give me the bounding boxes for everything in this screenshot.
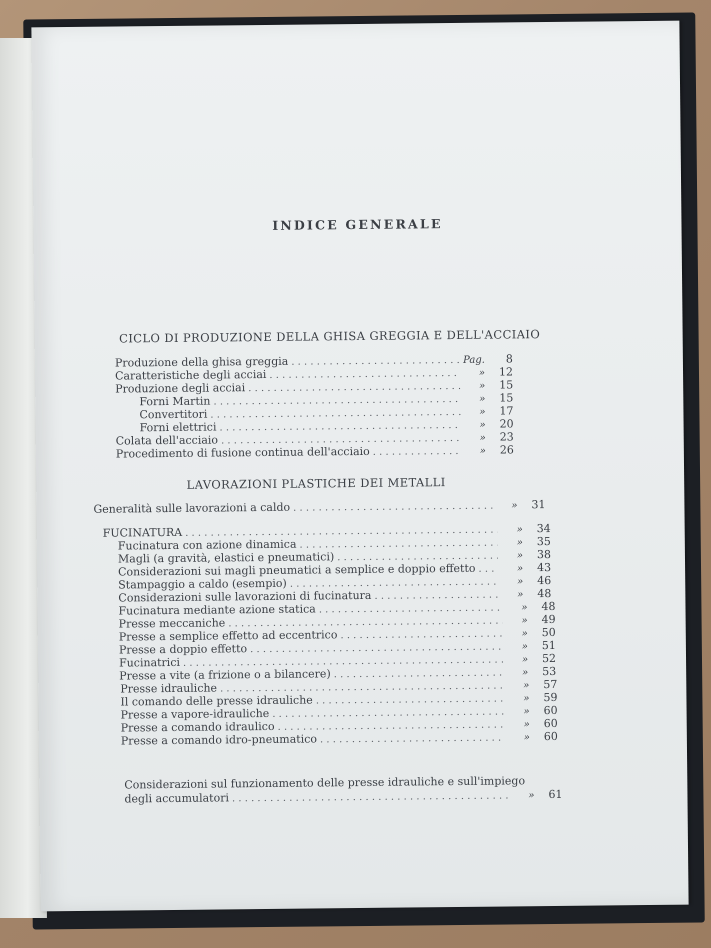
toc-page-number: 52	[541, 651, 557, 666]
toc-page-number: 57	[543, 677, 558, 692]
toc-prefix: »	[521, 654, 529, 666]
toc-prefix: »	[523, 693, 530, 705]
toc-label: FUCINATURA	[102, 525, 183, 540]
toc-page-number: 17	[499, 404, 514, 418]
toc-label: Produzione della ghisa greggia	[114, 354, 289, 370]
toc-prefix: Pag.	[463, 354, 485, 366]
toc-prefix: »	[523, 732, 530, 744]
toc-prefix: »	[521, 602, 528, 614]
toc-page-number: 60	[543, 703, 558, 718]
toc-prefix: »	[478, 367, 486, 379]
toc-entry-procedimento-di-fusione-continua-dell-ac	[116, 443, 514, 461]
toc-prefix: »	[521, 615, 528, 627]
toc-prefix: »	[479, 445, 486, 457]
dot-leader	[320, 731, 505, 746]
toc-label: Presse a comando idro-pneumatico	[120, 732, 318, 748]
toc-prefix: »	[516, 563, 524, 575]
toc-prefix: »	[479, 393, 486, 405]
dot-leader	[293, 500, 492, 515]
toc-prefix: »	[521, 628, 528, 640]
toc-entry-generalita-sulle-lavorazioni-a-caldo	[93, 498, 545, 517]
toc-page-number: 26	[499, 443, 514, 457]
toc-label: Caratteristiche degli acciai	[114, 367, 267, 383]
toc-label: Forni Martin	[139, 394, 211, 409]
toc-label: Considerazioni sui magli pneumatici a semplice e doppio effetto	[118, 561, 476, 579]
toc-label: Presse a semplice effetto ad eccentrico	[118, 628, 338, 644]
toc-label: Il comando delle presse idrauliche	[120, 693, 313, 709]
toc-prefix: »	[516, 537, 523, 549]
toc-page-number: 60	[543, 729, 558, 744]
toc-label: Fucinatura mediante azione statica	[118, 602, 316, 618]
toc-page-number: 48	[537, 587, 552, 601]
toc-label: Fucinatura con azione dinamica	[117, 537, 297, 553]
toc-page-number: 43	[537, 561, 552, 575]
toc-label: Stampaggio a caldo (esempio)	[118, 576, 287, 592]
toc-label: Colata dell'acciaio	[115, 433, 219, 448]
toc-prefix: »	[511, 500, 518, 512]
toc-label: Presse a vite (a frizione o a bilancere)	[119, 667, 331, 683]
toc-page-number: 61	[548, 787, 563, 802]
toc-page-number: 48	[541, 599, 556, 614]
toc-prefix: »	[521, 667, 529, 679]
toc-prefix: »	[523, 680, 530, 692]
toc-prefix: »	[528, 790, 535, 802]
toc-page-number: 53	[542, 664, 557, 679]
toc-prefix: »	[523, 719, 530, 731]
toc-page-number: 12	[498, 365, 514, 379]
section-heading-ciclo: CICLO DI PRODUZIONE DELLA GHISA GREGGIA E DELL'ACCIAIO	[119, 327, 541, 346]
toc-page-number: 38	[536, 548, 552, 562]
toc-prefix: »	[521, 641, 528, 653]
toc-page-number: 51	[541, 638, 556, 653]
toc-prefix: »	[479, 432, 486, 444]
toc-page-number: 15	[499, 391, 514, 405]
toc-label: Presse meccaniche	[118, 616, 226, 631]
toc-page-number: 15	[499, 378, 514, 392]
toc-label: Procedimento di fusione continua dell'acciaio	[115, 444, 370, 461]
toc-page-number: 34	[536, 522, 551, 536]
toc-label: Presse a doppio effetto	[118, 642, 248, 657]
toc-label: Presse a vapore-idrauliche	[120, 706, 270, 722]
page-title: INDICE GENERALE	[272, 216, 443, 233]
toc-label: Fucinatrici	[118, 655, 181, 670]
toc-page-number: 35	[536, 535, 551, 549]
toc-page-number: 49	[541, 612, 556, 627]
toc-label: Generalità sulle lavorazioni a caldo	[93, 500, 291, 516]
toc-label: Presse a comando idraulico	[120, 719, 275, 735]
section-heading-lavorazioni: LAVORAZIONI PLASTICHE DEI METALLI	[186, 475, 446, 492]
toc-prefix: »	[479, 406, 486, 418]
toc-label: Magli (a gravità, elastici e pneumatici)	[117, 550, 335, 566]
dot-leader	[373, 445, 461, 459]
dot-leader	[232, 789, 510, 805]
toc-page-number: 46	[537, 574, 552, 588]
toc-label: Presse idrauliche	[120, 681, 218, 696]
book-page	[31, 21, 688, 912]
toc-label: degli accumulatori	[124, 791, 230, 806]
toc-page-number: 60	[543, 716, 558, 731]
toc-prefix: »	[523, 706, 530, 718]
toc-prefix: »	[516, 550, 524, 562]
toc-page-number: 20	[499, 417, 514, 431]
toc-entry-considerazioni-funzionamento-line1: Considerazioni sul funzionamento delle presse idrauliche e sull'impiego	[124, 774, 526, 792]
toc-prefix: »	[517, 589, 524, 601]
toc-label: Convertitori	[139, 407, 208, 422]
toc-page-number: 31	[531, 498, 546, 512]
toc-page-number: 59	[543, 690, 558, 705]
toc-page-number: 50	[541, 625, 556, 640]
toc-label: Produzione degli acciai	[115, 381, 246, 396]
toc-label: Forni elettrici	[139, 420, 217, 435]
toc-prefix: »	[479, 419, 486, 431]
toc-prefix: »	[516, 524, 523, 536]
toc-page-number: 8	[505, 352, 513, 366]
toc-label: Considerazioni sulle lavorazioni di fucinatura	[118, 588, 372, 605]
toc-prefix: »	[478, 380, 486, 392]
toc-prefix: »	[517, 576, 524, 588]
toc-page-number: 23	[499, 430, 514, 444]
